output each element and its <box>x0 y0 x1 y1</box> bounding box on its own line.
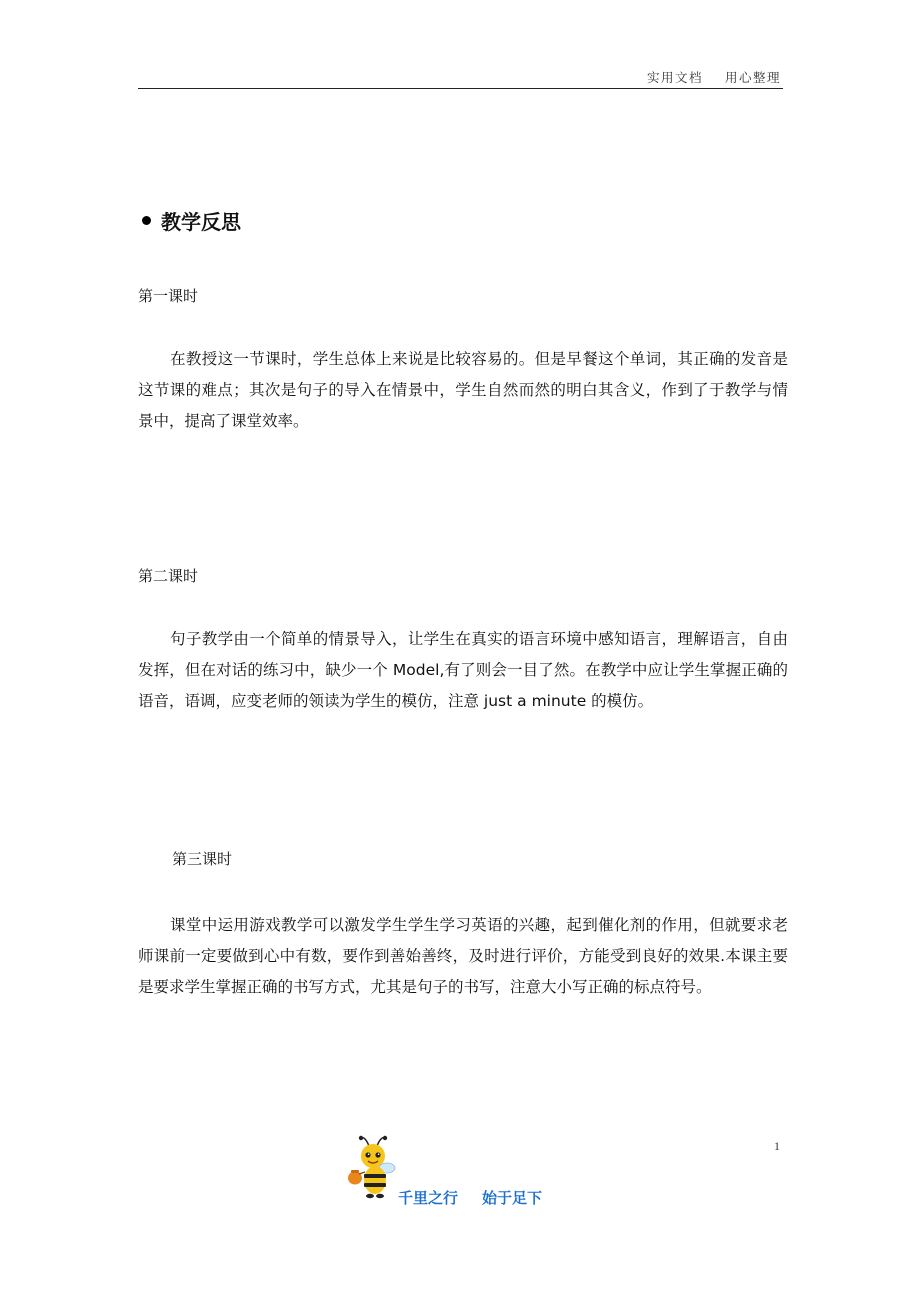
header-left-text: 实用文档 <box>646 70 703 85</box>
section-heading <box>138 206 241 235</box>
header-text <box>647 68 781 86</box>
lesson-3-body: 课堂中运用游戏教学可以激发学生学生学习英语的兴趣，起到催化剂的作用，但就要求老师课前一定要做到心中有数，要作到善始善终，及时进行评价，方能受到良好的效果.本课主要是要求学生掌握正确的书写方式，尤其是句子的书写，注意大小写正确的标点符号。 <box>138 916 788 996</box>
footer-slogan-left: 千里之行 <box>398 1189 459 1207</box>
bee-mascot-icon <box>345 1134 401 1202</box>
lesson-2-body: 句子教学由一个简单的情景导入，让学生在真实的语言环境中感知语言，理解语言，自由发挥，但在对话的练习中，缺少一个 Model,有了则会一目了然。在教学中应让学生掌握正确的语音，语调，应变老师的领读为学生的模仿，注意 just a minute 的模仿。 <box>138 630 788 710</box>
heading-text: 教学反思 <box>161 210 241 234</box>
bullet-icon <box>142 216 151 225</box>
page-header <box>138 66 783 89</box>
lesson-1-body: 在教授这一节课时，学生总体上来说是比较容易的。但是早餐这个单词，其正确的发音是这节课的难点；其次是句子的导入在情景中，学生自然而然的明白其含义，作到了于教学与情景中，提高了课堂效率。 <box>138 350 788 430</box>
header-right-text: 用心整理 <box>724 70 781 85</box>
page-number: 1 <box>774 1139 780 1153</box>
footer-slogan-right: 始于足下 <box>482 1189 543 1207</box>
lesson-3-title: 第三课时 <box>172 850 233 868</box>
lesson-2-title: 第二课时 <box>138 567 199 585</box>
lesson-1-title: 第一课时 <box>138 287 199 305</box>
